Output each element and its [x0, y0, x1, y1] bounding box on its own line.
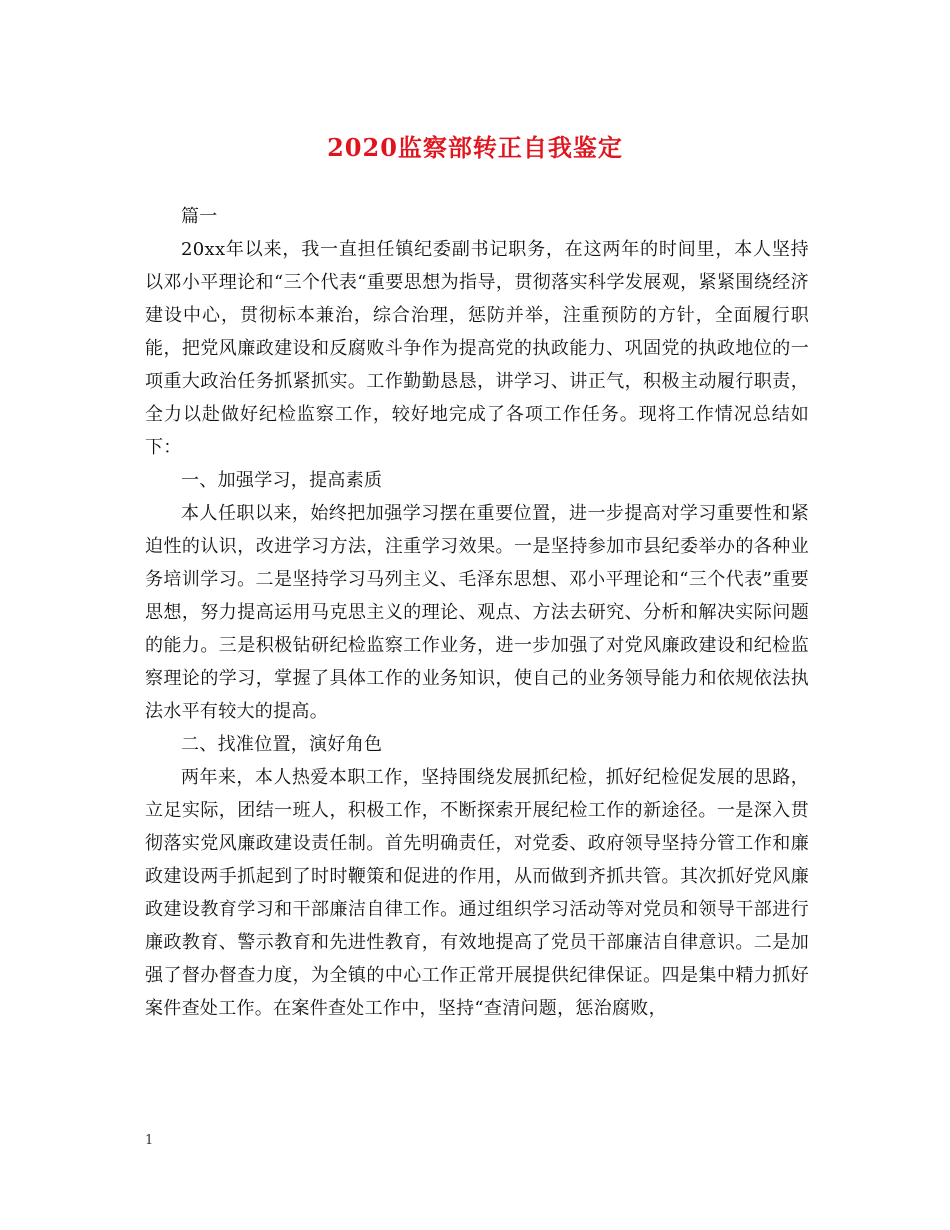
section-heading-1: 一、加强学习，提高素质 — [181, 470, 383, 491]
intro-paragraph: 20xx年以来，我一直担任镇纪委副书记职务，在这两年的时间里，本人坚持以邓小平理论和“三个代表“重要思想为指导，贯彻落实科学发展观，紧紧围绕经济建设中心，贯彻标本兼治，综合治理，惩防并举，注重预防的方针，全面履行职能，把党风廉政建设和反腐败斗争作为提高党的执政能力、巩固党的执政地位的一项重大政治任务抓紧抓实。工作勤勤恳恳，讲学习、讲正气，积极主动履行职责，全力以赴做好纪检监察工作，较好地完成了各项工作任务。现将工作情况总结如下： — [145, 239, 809, 458]
document-title: 2020监察部转正自我鉴定 — [327, 133, 623, 162]
section-heading-2: 二、找准位置，演好角色 — [181, 734, 383, 755]
body-paragraph-2: 两年来，本人热爱本职工作，坚持围绕发展抓纪检，抓好纪检促发展的思路，立足实际，团结一班人，积极工作，不断探索开展纪检工作的新途径。一是深入贯彻落实党风廉政建设责任制。首先明确责任，对党委、政府领导坚持分管工作和廉政建设两手抓起到了时时鞭策和促进的作用，从而做到齐抓共管。其次抓好党风廉政建设教育学习和干部廉洁自律工作。通过组织学习活动等对党员和领导干部进行廉政教育、警示教育和先进性教育，有效地提高了党员干部廉洁自律意识。二是加强了督办督查力度，为全镇的中心工作正常开展提供纪律保证。四是集中精力抓好案件查处工作。在案件查处工作中，坚持“查清问题，惩治腐败， — [145, 767, 809, 1019]
document-body — [145, 200, 809, 1025]
body-paragraph-1: 本人任职以来，始终把加强学习摆在重要位置，进一步提高对学习重要性和紧迫性的认识，改进学习方法，注重学习效果。一是坚持参加市县纪委举办的各种业务培训学习。二是坚持学习马列主义、毛泽东思想、邓小平理论和“三个代表”重要思想，努力提高运用马克思主义的理论、观点、方法去研究、分析和解决实际问题的能力。三是积极钻研纪检监察工作业务，进一步加强了对党风廉政建设和纪检监察理论的学习，掌握了具体工作的业务知识，使自己的业务领导能力和依规依法执法水平有较大的提高。 — [145, 503, 809, 722]
page-number: 1 — [145, 1133, 154, 1148]
section-label: 篇一 — [181, 206, 218, 227]
